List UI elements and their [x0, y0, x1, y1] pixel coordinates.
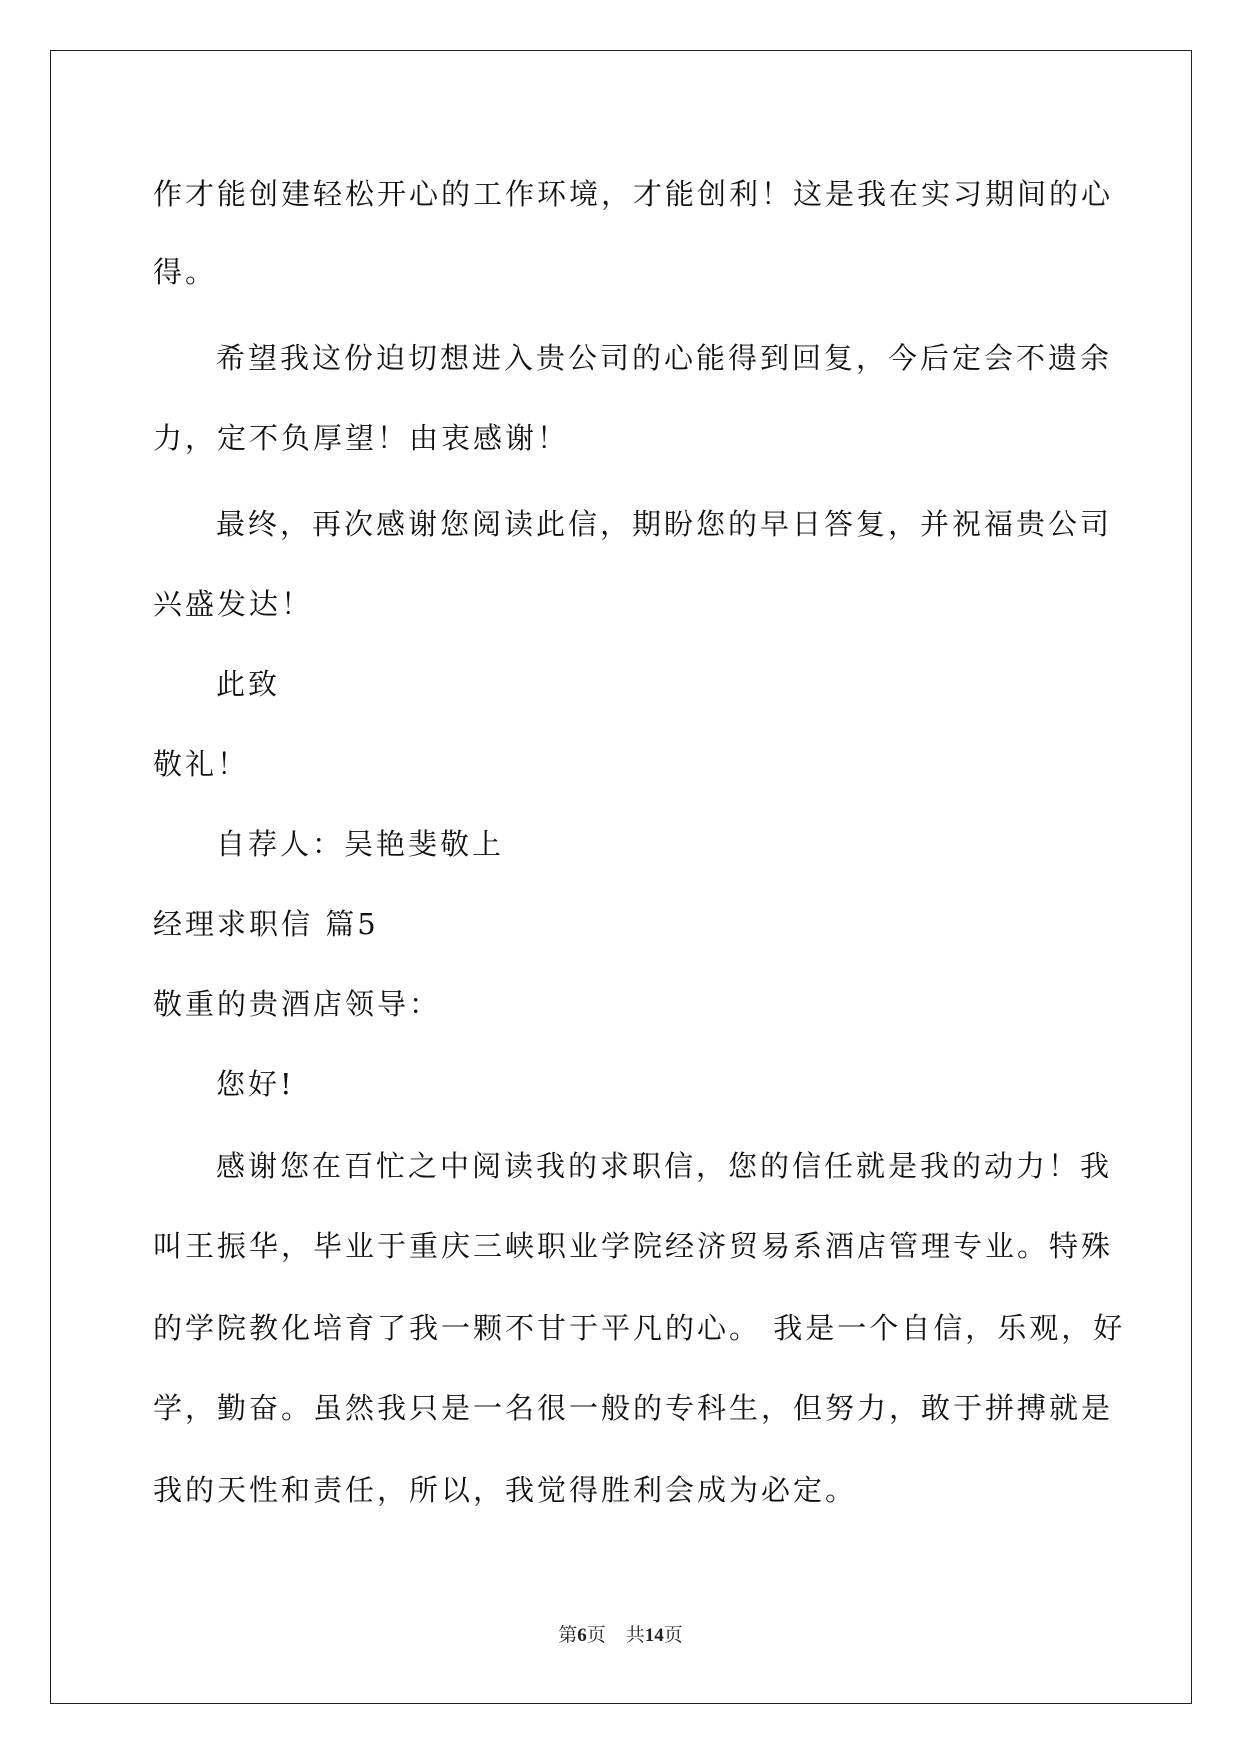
text-line: 感谢您在百忙之中阅读我的求职信，您的信任就是我的动力！我	[216, 1149, 1113, 1183]
page-suffix: 页	[586, 1625, 606, 1646]
text-line: 学，勤奋。虽然我只是一名很一般的专科生，但努力，敢于拼搏就是	[153, 1391, 1114, 1425]
text-line: 作才能创建轻松开心的工作环境，才能创利！这是我在实习期间的心	[153, 177, 1114, 211]
text-line: 的学院教化培育了我一颗不甘于平凡的心。 我是一个自信，乐观，好	[153, 1311, 1126, 1345]
text-line: 力，定不负厚望！由衷感谢！	[153, 421, 570, 455]
signature-line: 自荐人：吴艳斐敬上	[216, 827, 505, 861]
text-line: 希望我这份迫切想进入贵公司的心能得到回复，今后定会不遗余	[216, 341, 1113, 375]
greeting-line: 敬重的贵酒店领导：	[153, 987, 442, 1021]
total-prefix: 共	[625, 1625, 645, 1646]
text-line: 最终，再次感谢您阅读此信，期盼您的早日答复，并祝福贵公司	[216, 507, 1113, 541]
text-line: 叫王振华，毕业于重庆三峡职业学院经济贸易系酒店管理专业。特殊	[153, 1229, 1114, 1263]
greeting-line: 您好!	[216, 1067, 295, 1101]
text-line: 我的天性和责任，所以，我觉得胜利会成为必定。	[153, 1473, 858, 1507]
page-number: 6	[577, 1625, 587, 1646]
text-line: 兴盛发达！	[153, 587, 314, 621]
total-suffix: 页	[663, 1625, 683, 1646]
total-pages: 14	[644, 1625, 664, 1646]
page-footer	[0, 1624, 1241, 1648]
section-heading: 经理求职信 篇5	[153, 907, 379, 941]
page-prefix: 第	[558, 1625, 578, 1646]
text-line: 得。	[153, 255, 218, 289]
page-border	[50, 50, 1192, 1704]
closing-salutation: 敬礼！	[153, 747, 250, 781]
closing-salutation: 此致	[216, 667, 281, 701]
